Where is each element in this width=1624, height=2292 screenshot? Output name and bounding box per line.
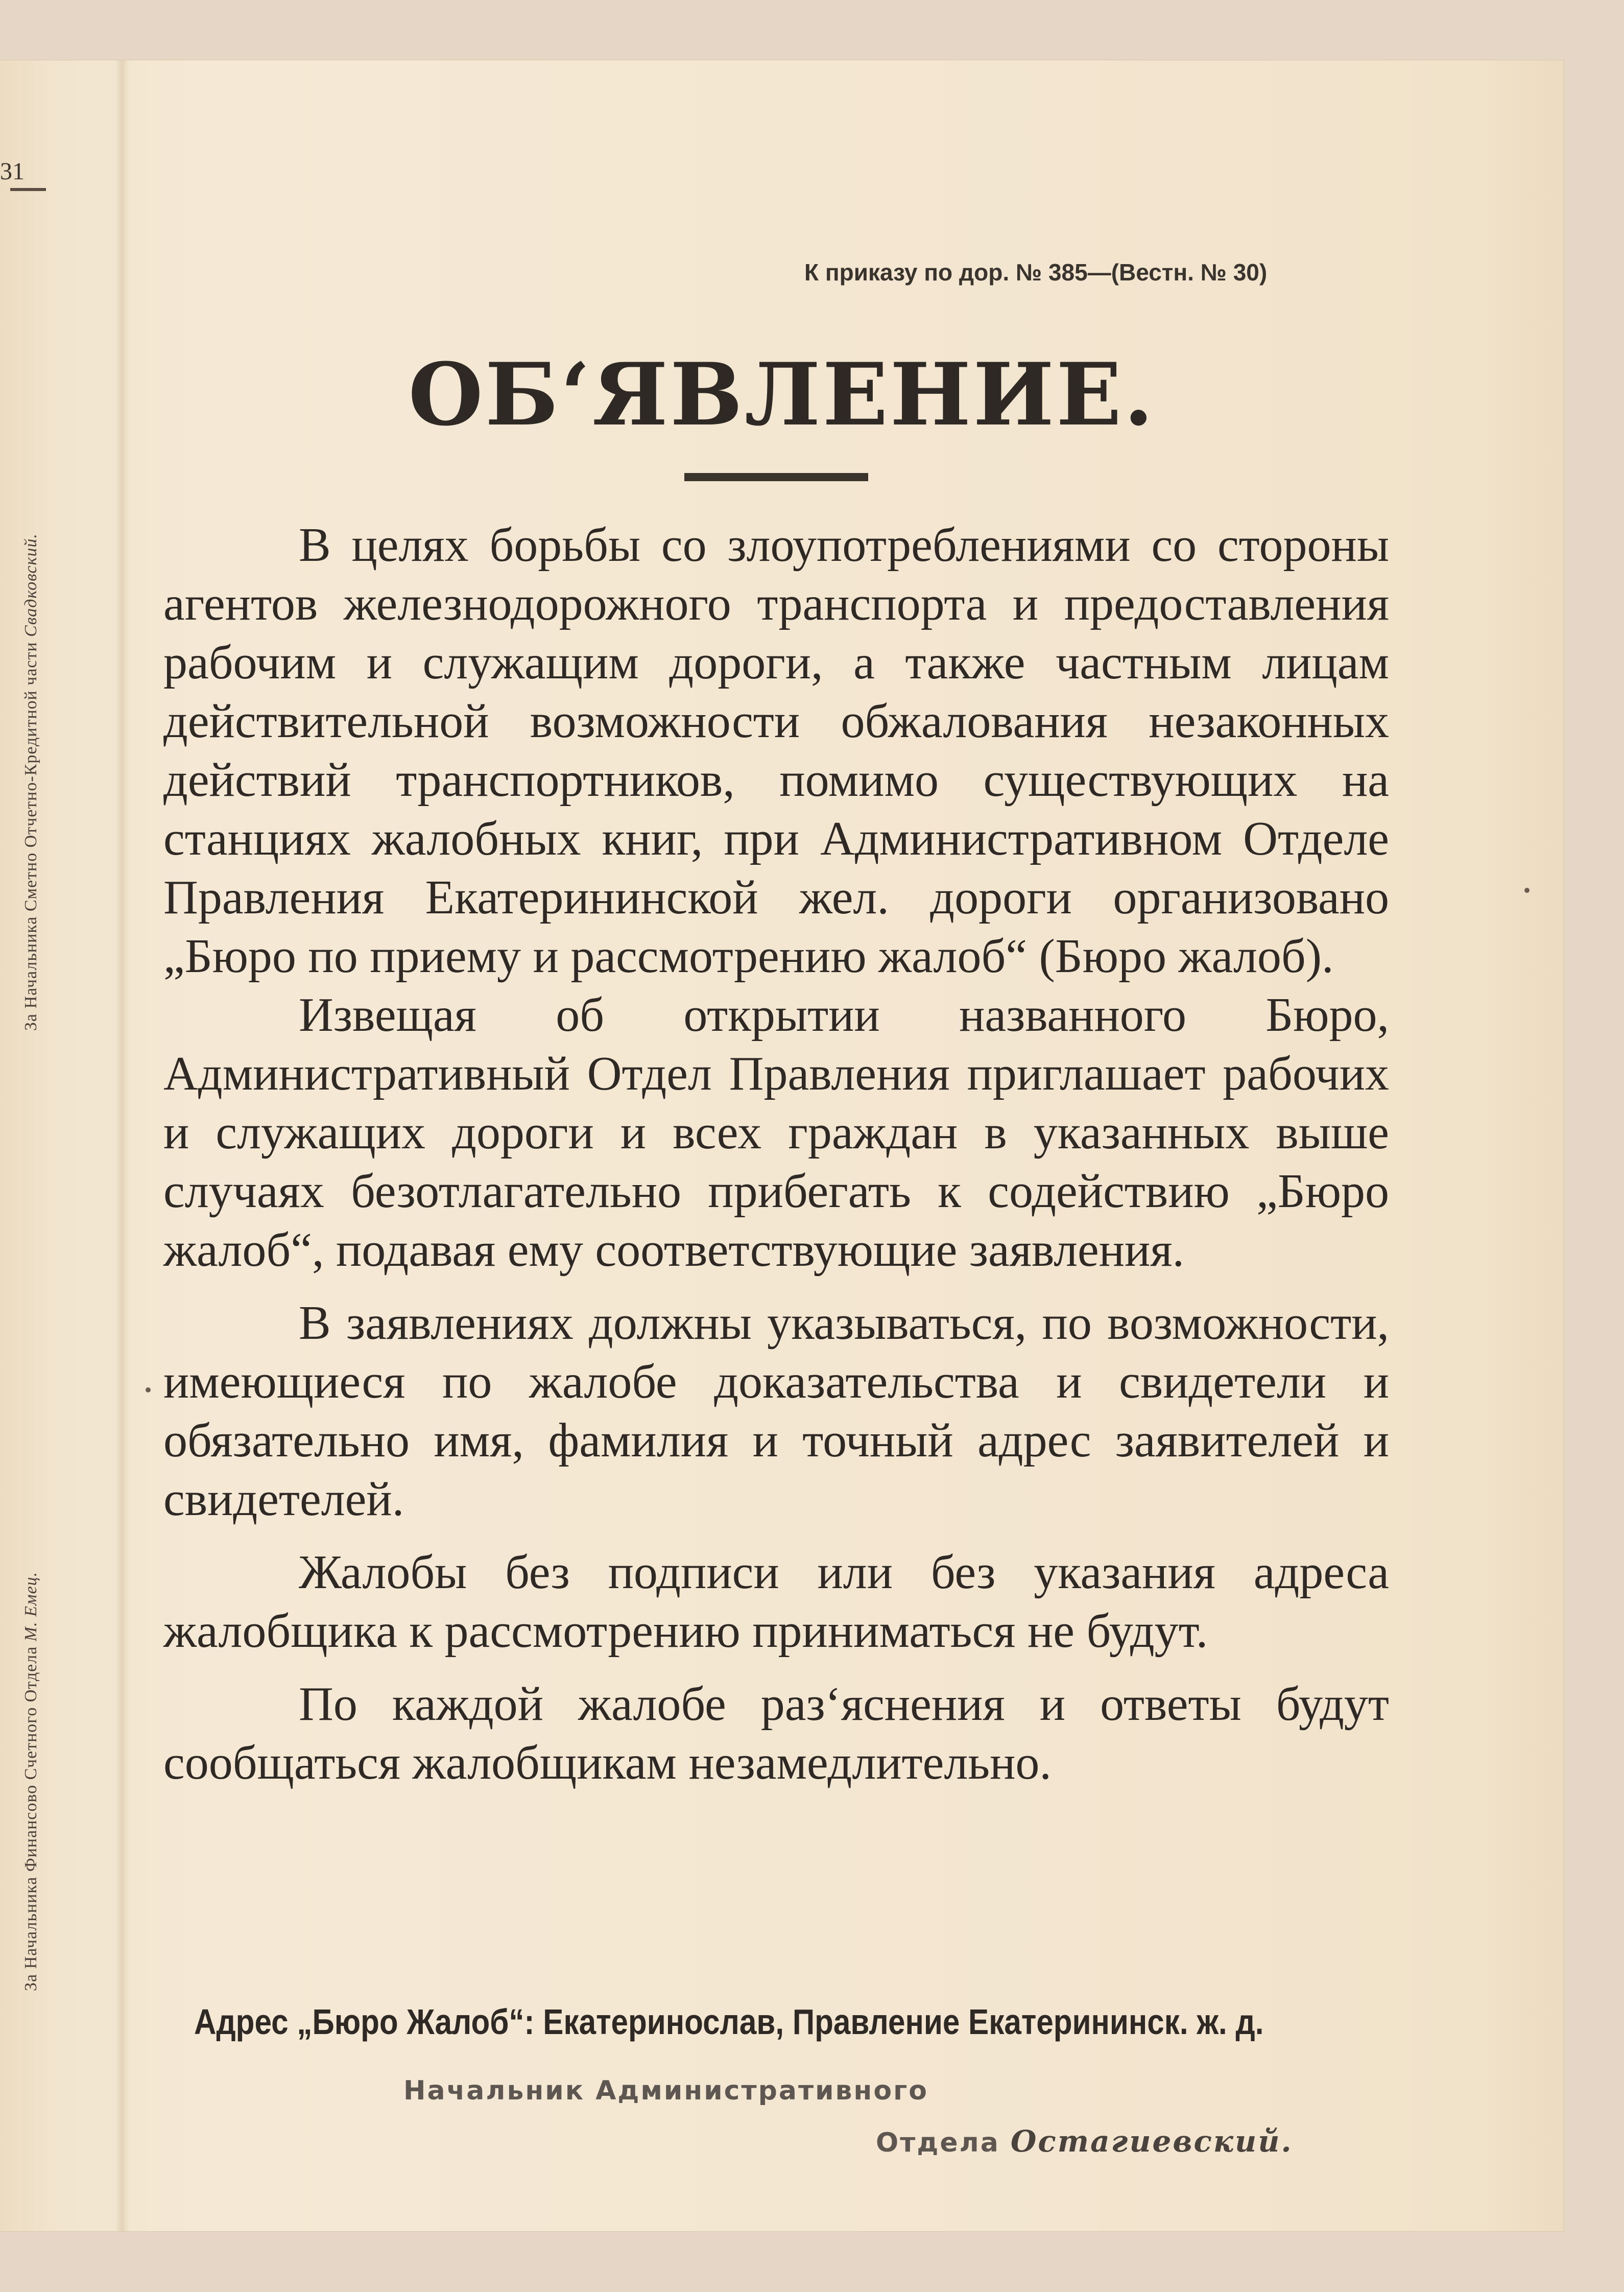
paragraph-2: Извещая об открытии названного Бюро, Административный Отдел Правления приглашает рабочих и служащих дороги и всех граждан в указанных выше случаях безотлагательно прибегать к содействию „Бюро жалоб“, подавая ему соответствующие заявления. xyxy=(163,988,1389,1277)
paper-speck xyxy=(1524,888,1530,893)
signature-department: Отдела xyxy=(876,2128,1000,2158)
paper-speck xyxy=(146,1387,151,1392)
paragraph-5: По каждой жалобе раз‘яснения и ответы будут сообщаться жалобщикам незамедлительно. xyxy=(163,1677,1389,1789)
margin-rule xyxy=(10,188,46,191)
signature-line xyxy=(876,2124,1293,2159)
bureau-address: Адрес „Бюро Жалоб“: Екатеринослав, Правление Екатерининск. ж. д. xyxy=(194,2002,1264,2042)
margin-note-top xyxy=(21,533,41,1031)
document-page xyxy=(0,60,1564,2231)
paragraph-1: В целях борьбы со злоупотреблениями со стороны агентов железнодорожного транспорта и предоставления рабочим и служащим дороги, а также частным лицам действительной возможности обжалования незаконных действий транспортников, помимо существующих на станциях жалобных книг, при Административном Отделе Правления Екатерининской жел. дороги организовано „Бюро по приему и рассмотрению жалоб“ (Бюро жалоб). xyxy=(163,518,1389,983)
signature-name: Остагиевский. xyxy=(1010,2124,1293,2159)
margin-note-bottom-signer: М. Емец. xyxy=(21,1571,40,1642)
paragraph-3: В заявлениях должны указываться, по возможности, имеющиеся по жалобе доказательства и свидетели и обязательно имя, фамилия и точный адрес заявителей и свидетелей. xyxy=(163,1296,1389,1526)
margin-note-top-text: За Начальника Сметно Отчетно-Кредитной части xyxy=(21,642,40,1031)
signature-title: Начальник Административного xyxy=(403,2075,928,2106)
paragraph-4: Жалобы без подписи или без указания адреса жалобщика к рассмотрению приниматься не будут. xyxy=(163,1546,1389,1658)
order-reference: К приказу по дор. № 385—(Вестн. № 30) xyxy=(804,259,1268,286)
announcement-title: ОБ‘ЯВЛЕНИЕ. xyxy=(408,344,1156,445)
margin-page-number: 31 xyxy=(0,158,25,185)
margin-note-top-signer: Свадковский. xyxy=(21,533,40,637)
margin-note-bottom-text: За Начальника Финансово Счетного Отдела xyxy=(21,1646,40,1991)
title-underline xyxy=(684,473,868,481)
margin-note-bottom xyxy=(21,1572,41,1991)
announcement-body xyxy=(163,516,1389,1792)
